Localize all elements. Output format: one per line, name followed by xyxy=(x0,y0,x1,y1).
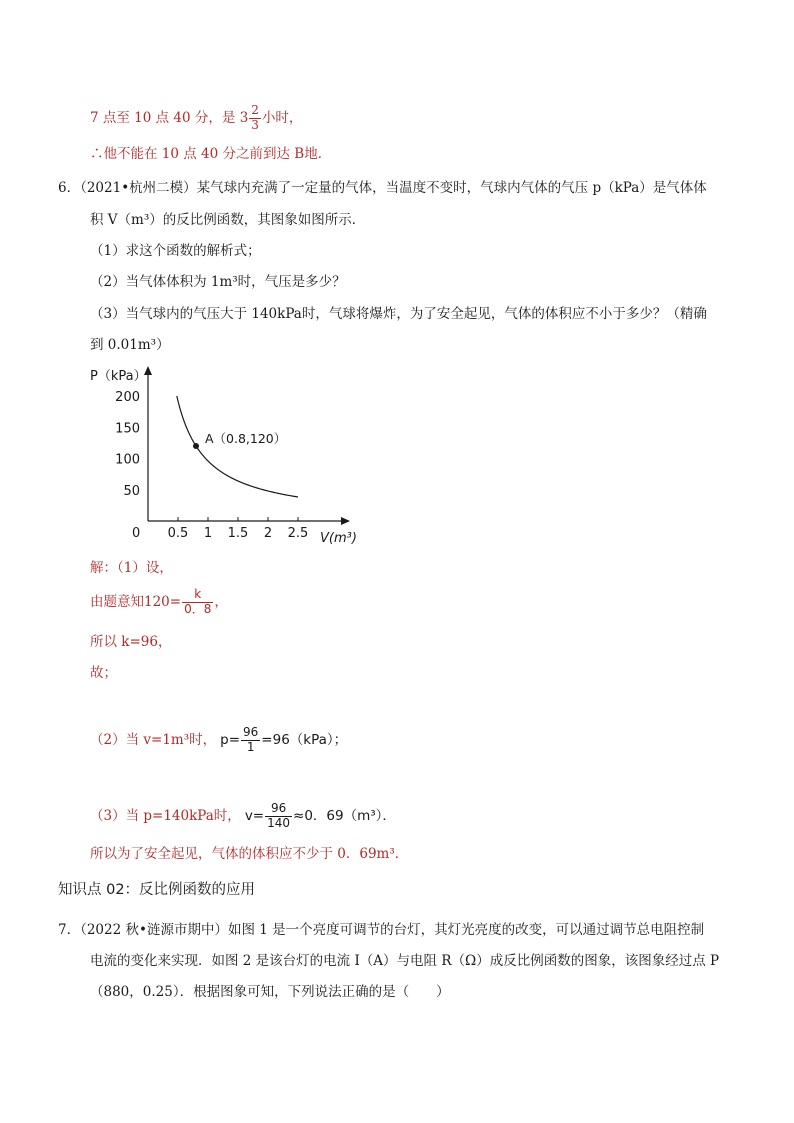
x-tick-label: 1.5 xyxy=(227,526,249,541)
x-axis-label: V(m³) xyxy=(320,531,357,546)
origin-label: 0 xyxy=(132,526,141,541)
x-tick-label: 1 xyxy=(203,526,213,541)
prev-solution-text-a: 7 点至 10 点 40 分，是 3 xyxy=(90,110,249,127)
prev-solution-text-b: 小时， xyxy=(261,110,303,127)
mixed-fraction: $\frac{2}{3}$ xyxy=(251,103,259,132)
prev-solution-line-1 xyxy=(90,104,302,133)
y-tick-label: 200 xyxy=(115,390,140,405)
prev-solution-line-2: ∴他不能在 10 点 40 分之前到达 B地． xyxy=(90,146,332,162)
q7-line-2: 电流的变化来实现．如图 2 是该台灯的电流 I（A）与电阻 R（Ω）成反比例函数的图象，该图象经过点 P xyxy=(90,953,720,969)
q6-sub-3a: （3）当气球内的气压大于 140kPa时，气球将爆炸，为了安全起见，气体的体积应不小于多少？（精确 xyxy=(90,306,707,322)
x-axis-arrow xyxy=(341,517,350,525)
y-tick-label: 50 xyxy=(123,483,140,499)
data-point-a xyxy=(193,443,199,449)
solution-line-4: 故； xyxy=(90,665,117,681)
solution-line-2: 由题意知120= $\frac{k}{0.8}$ ， xyxy=(90,587,228,616)
x-tick-label: 2.5 xyxy=(287,526,309,541)
q6-sub-2: （2）当气体体积为 1m³时，气压是多少？ xyxy=(90,274,346,290)
q6-line-2: 积 V（m³）的反比例函数，其图象如图所示． xyxy=(90,212,366,228)
solution-line-5: （2）当 v=1m³时， p= $\frac{96}{1}$ =96（kPa）； xyxy=(90,725,348,754)
x-tick-label: 2 xyxy=(263,526,273,541)
solution-line-3: 所以 k=96， xyxy=(90,634,172,650)
q7-line-1: 7．（2022 秋•涟源市期中）如图 1 是一个亮度可调节的台灯，其灯光亮度的改变，可以通过调节总电阻控制 xyxy=(58,922,705,938)
q6-line-1: 6．（2021•杭州二模）某气球内充满了一定量的气体，当温度不变时，气球内气体的气压 p（kPa）是气体体 xyxy=(58,180,707,196)
fraction-k-over-0.8: $\frac{k}{0.8}$ xyxy=(184,587,212,616)
fraction-96-over-140: $\frac{96}{140}$ xyxy=(267,801,291,830)
x-tick-label: 0.5 xyxy=(167,526,189,541)
section-heading: 知识点 02：反比例函数的应用 xyxy=(58,882,256,898)
y-tick-label: 100 xyxy=(115,452,140,468)
solution-line-1: 解：（1）设， xyxy=(90,560,173,576)
y-tick-label: 150 xyxy=(115,421,140,437)
q6-sub-3b: 到 0.01m³） xyxy=(90,337,170,353)
pressure-volume-graph xyxy=(86,362,386,552)
y-axis-label: P（kPa） xyxy=(90,369,147,384)
q6-sub-1: （1）求这个函数的解析式； xyxy=(90,243,261,259)
q7-line-3: （880，0.25）．根据图象可知，下列说法正确的是（ ） xyxy=(90,984,450,1000)
solution-line-6: （3）当 p=140kPa时， v= $\frac{96}{140}$ ≈0．69（m³）． xyxy=(90,801,396,830)
solution-line-7: 所以为了安全起见，气体的体积应不少于 0．69m³． xyxy=(90,846,409,862)
fraction-96-over-1: $\frac{96}{1}$ xyxy=(243,725,259,754)
solution-2-text: 由题意知120= xyxy=(90,594,182,611)
point-a-label: A（0.8,120） xyxy=(205,431,287,446)
